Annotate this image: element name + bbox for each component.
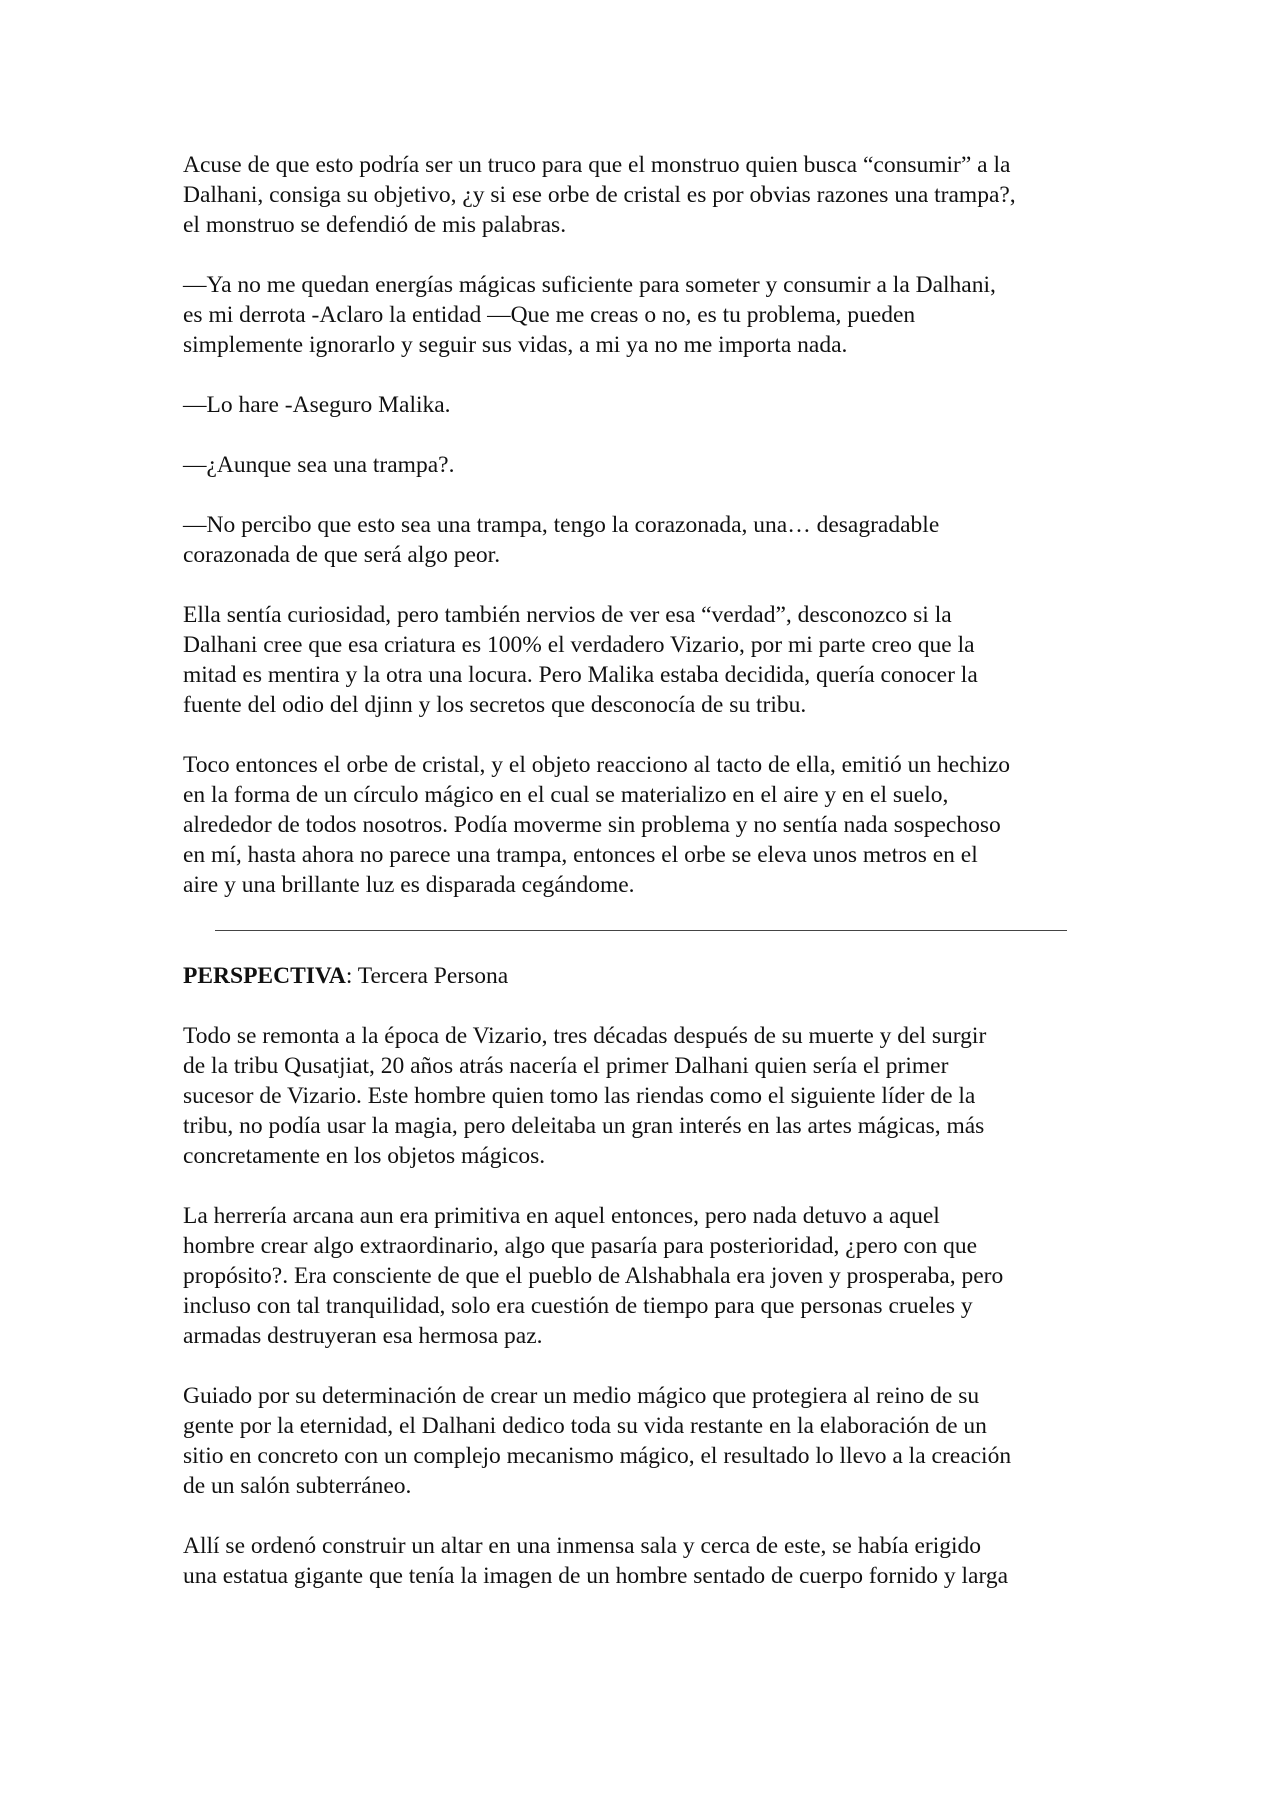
perspective-value: : Tercera Persona — [345, 963, 509, 989]
paragraph — [183, 1531, 1113, 1591]
section-divider — [215, 930, 1067, 931]
text-line: concretamente en los objetos mágicos. — [183, 1143, 546, 1169]
text-line: el monstruo se defendió de mis palabras. — [183, 212, 567, 238]
text-line: una estatua gigante que tenía la imagen de un hombre sentado de cuerpo fornido y larga — [183, 1563, 1009, 1589]
text-line: hombre crear algo extraordinario, algo que pasaría para posterioridad, ¿pero con que — [183, 1233, 978, 1259]
text-line: sitio en concreto con un complejo mecanismo mágico, el resultado lo llevo a la creación — [183, 1443, 1012, 1469]
text-line: —¿Aunque sea una trampa?. — [183, 452, 455, 478]
paragraph — [183, 750, 1113, 900]
text-line: —No percibo que esto sea una trampa, tengo la corazonada, una… desagradable — [183, 512, 940, 538]
text-line: —Ya no me quedan energías mágicas suficiente para someter y consumir a la Dalhani, — [183, 272, 996, 298]
text-line: simplemente ignorarlo y seguir sus vidas, a mi ya no me importa nada. — [183, 332, 848, 358]
text-line: gente por la eternidad, el Dalhani dedico toda su vida restante en la elaboración de un — [183, 1413, 987, 1439]
paragraph — [183, 510, 1113, 570]
paragraph — [183, 1201, 1113, 1351]
text-line: propósito?. Era consciente de que el pueblo de Alshabhala era joven y prosperaba, pero — [183, 1263, 1004, 1289]
text-line: armadas destruyeran esa hermosa paz. — [183, 1323, 543, 1349]
text-line: Toco entonces el orbe de cristal, y el objeto reacciono al tacto de ella, emitió un hechizo — [183, 752, 1011, 778]
paragraph — [183, 1021, 1113, 1171]
text-line: Dalhani cree que esa criatura es 100% el verdadero Vizario, por mi parte creo que la — [183, 632, 975, 658]
paragraph — [183, 1381, 1113, 1501]
paragraph — [183, 450, 1113, 480]
text-line: mitad es mentira y la otra una locura. Pero Malika estaba decidida, quería conocer la — [183, 662, 978, 688]
text-line: corazonada de que será algo peor. — [183, 542, 501, 568]
text-line: Dalhani, consiga su objetivo, ¿y si ese orbe de cristal es por obvias razones una trampa?, — [183, 182, 1016, 208]
paragraph — [183, 150, 1113, 240]
text-line: Acuse de que esto podría ser un truco para que el monstruo quien busca “consumir” a la — [183, 152, 1011, 178]
text-line: fuente del odio del djinn y los secretos que desconocía de su tribu. — [183, 692, 807, 718]
text-line: de la tribu Qusatjiat, 20 años atrás nacería el primer Dalhani quien sería el primer — [183, 1053, 949, 1079]
section-narration — [183, 150, 1113, 900]
paragraph — [183, 270, 1113, 360]
text-line: de un salón subterráneo. — [183, 1473, 412, 1499]
paragraph — [183, 600, 1113, 720]
text-line: Ella sentía curiosidad, pero también nervios de ver esa “verdad”, desconozco si la — [183, 602, 952, 628]
text-line: Allí se ordenó construir un altar en una inmensa sala y cerca de este, se había erigido — [183, 1533, 982, 1559]
text-line: aire y una brillante luz es disparada cegándome. — [183, 872, 635, 898]
perspective-label: PERSPECTIVA — [183, 963, 346, 989]
text-line: Todo se remonta a la época de Vizario, tres décadas después de su muerte y del surgir — [183, 1023, 987, 1049]
text-line: es mi derrota -Aclaro la entidad —Que me creas o no, es tu problema, pueden — [183, 302, 916, 328]
section-third-person — [183, 1021, 1113, 1591]
text-line: en mí, hasta ahora no parece una trampa, entonces el orbe se eleva unos metros en el — [183, 842, 978, 868]
text-line: alrededor de todos nosotros. Podía moverme sin problema y no sentía nada sospechoso — [183, 812, 1001, 838]
document-page — [183, 150, 1113, 1621]
text-line: en la forma de un círculo mágico en el cual se materializo en el aire y en el suelo, — [183, 782, 949, 808]
text-line: —Lo hare -Aseguro Malika. — [183, 392, 451, 418]
text-line: La herrería arcana aun era primitiva en aquel entonces, pero nada detuvo a aquel — [183, 1203, 940, 1229]
perspective-heading — [183, 961, 1113, 991]
text-line: sucesor de Vizario. Este hombre quien tomo las riendas como el siguiente líder de la — [183, 1083, 976, 1109]
text-line: Guiado por su determinación de crear un medio mágico que protegiera al reino de su — [183, 1383, 980, 1409]
text-line: tribu, no podía usar la magia, pero deleitaba un gran interés en las artes mágicas, más — [183, 1113, 985, 1139]
text-line: incluso con tal tranquilidad, solo era cuestión de tiempo para que personas crueles y — [183, 1293, 973, 1319]
paragraph — [183, 390, 1113, 420]
